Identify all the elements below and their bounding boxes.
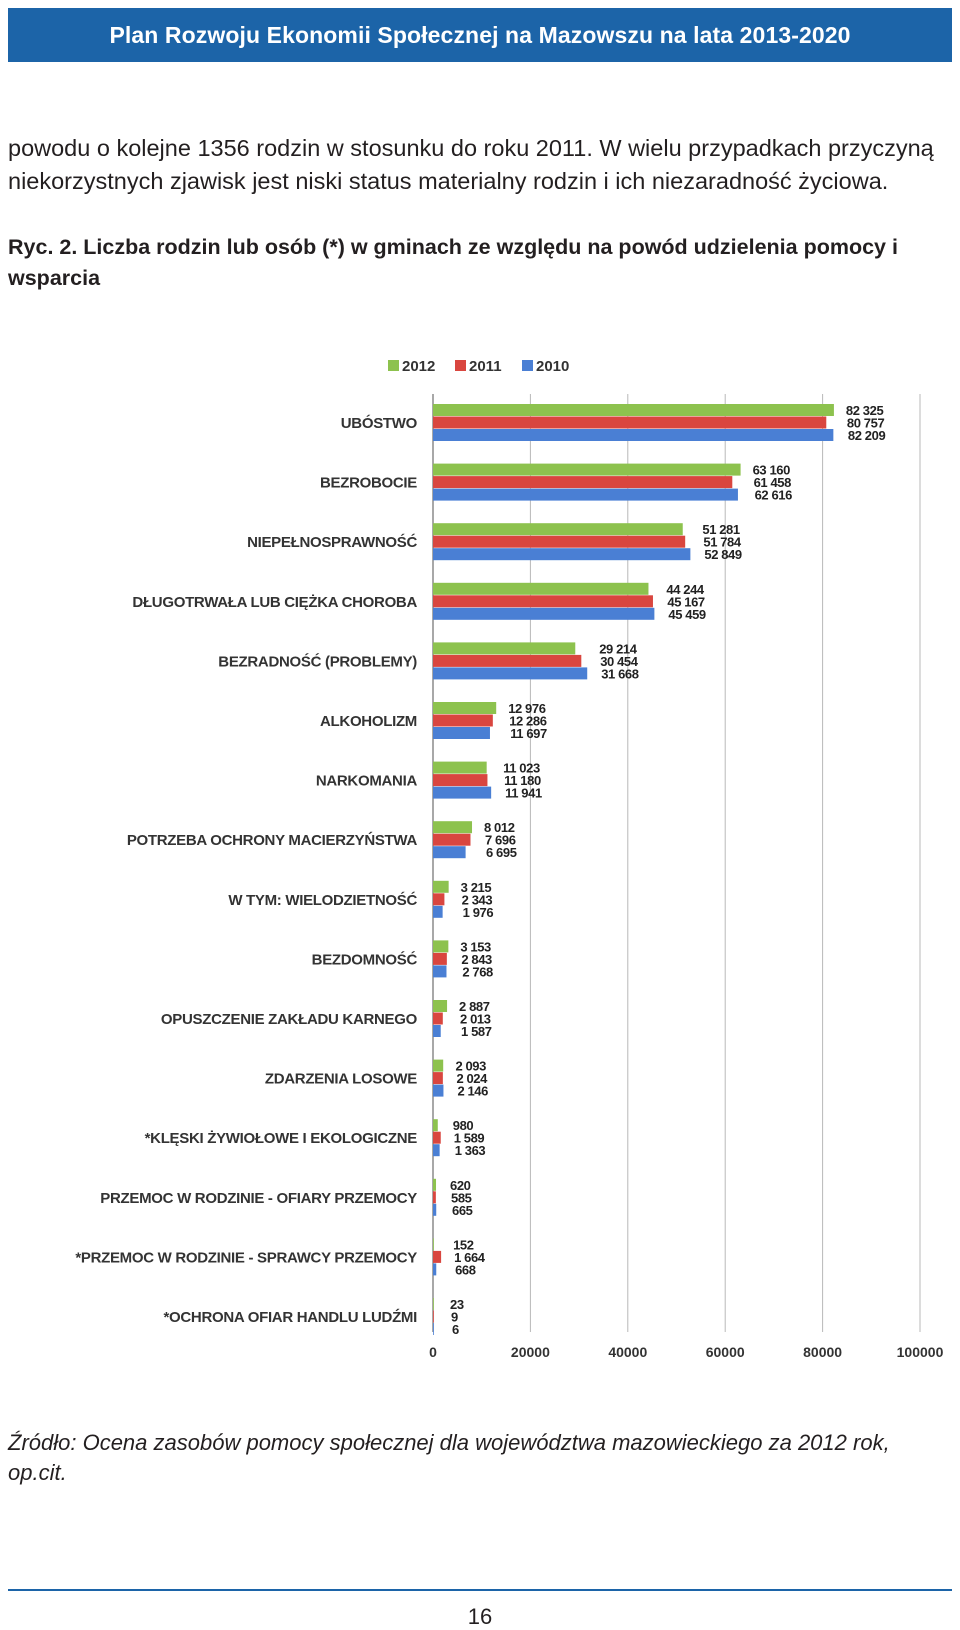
bar [433, 953, 447, 965]
category-label: *PRZEMOC W RODZINIE - SPRAWCY PRZEMOCY [75, 1249, 417, 1267]
data-label: 82 209 [847, 428, 886, 443]
bar [433, 1191, 436, 1203]
bar [433, 642, 575, 654]
x-tick-label: 40000 [608, 1344, 648, 1360]
bar-chart [0, 350, 960, 1410]
bar [433, 429, 833, 441]
category-label: DŁUGOTRWAŁA LUB CIĘŻKA CHOROBA [132, 593, 417, 611]
bar [433, 667, 587, 679]
data-label: 1 589 [453, 1130, 485, 1146]
bar [433, 404, 834, 416]
data-label: 2 024 [456, 1071, 487, 1087]
data-label: 2 146 [457, 1083, 488, 1099]
category-label: NIEPEŁNOSPRAWNOŚĆ [247, 534, 417, 552]
bar [433, 846, 466, 858]
legend-label: 2012 [402, 358, 436, 375]
data-label: 3 153 [460, 939, 491, 955]
category-label: PRZEMOC W RODZINIE - OFIARY PRZEMOCY [100, 1189, 417, 1207]
x-tick-label: 60000 [705, 1344, 745, 1360]
x-tick-label: 80000 [803, 1344, 843, 1360]
data-label: 980 [452, 1118, 474, 1134]
data-label: 29 214 [599, 641, 637, 657]
data-label: 52 849 [704, 547, 742, 563]
category-label: NARKOMANIA [315, 772, 417, 790]
category-label: *KLĘSKI ŻYWIOŁOWE I EKOLOGICZNE [144, 1130, 417, 1148]
bar [433, 1251, 441, 1263]
bar [433, 476, 732, 488]
data-label: 23 [450, 1297, 464, 1312]
bar [433, 583, 648, 595]
data-label: 63 160 [752, 462, 790, 478]
category-label: W TYM: WIELODZIETNOŚĆ [228, 891, 417, 909]
bar [433, 1013, 443, 1025]
data-label: 668 [455, 1262, 476, 1278]
legend-swatch [388, 360, 399, 371]
bar [433, 715, 493, 727]
bar [433, 1179, 436, 1191]
data-label: 12 286 [509, 713, 547, 729]
x-tick-label: 20000 [510, 1344, 550, 1360]
bar [433, 1238, 434, 1250]
bar [433, 1119, 438, 1131]
bar [433, 608, 654, 620]
bar [433, 881, 449, 893]
bar [433, 523, 683, 535]
data-label: 2 343 [461, 892, 493, 908]
header-title: Plan Rozwoju Ekonomii Społecznej na Mazowszu na lata 2013-2020 [109, 21, 851, 48]
body-paragraph: powodu o kolejne 1356 rodzin w stosunku do roku 2011. W wielu przypadkach przyczyną niekorzystnych zjawisk jest niski status materialny rodzin i ich niezaradność życiowa. [8, 135, 934, 194]
data-label: 620 [450, 1177, 471, 1193]
bar [433, 762, 487, 774]
page-header [8, 8, 952, 62]
bar [433, 1323, 434, 1335]
data-label: 30 454 [600, 653, 638, 669]
data-label: 7 696 [485, 832, 516, 848]
bar [433, 702, 496, 714]
category-label: ZDARZENIA LOSOWE [264, 1070, 417, 1088]
data-label: 2 093 [455, 1058, 486, 1074]
bar [433, 1072, 443, 1084]
bar [433, 1311, 434, 1323]
category-label: BEZRADNOŚĆ (PROBLEMY) [218, 653, 417, 671]
data-label: 2 843 [461, 951, 492, 967]
legend-label: 2011 [469, 358, 502, 375]
bar [433, 1263, 436, 1275]
data-label: 11 941 [505, 785, 542, 801]
data-label: 62 616 [754, 487, 792, 503]
data-label: 80 757 [846, 415, 885, 431]
footer-divider [8, 1589, 952, 1591]
bar [433, 893, 444, 905]
x-tick-label: 100000 [896, 1344, 944, 1360]
bar [433, 655, 581, 667]
data-label: 585 [451, 1190, 472, 1206]
bar [433, 595, 653, 607]
data-label: 1 363 [454, 1143, 486, 1159]
category-label: BEZDOMNOŚĆ [311, 951, 417, 969]
bar [433, 1144, 440, 1156]
category-label: OPUSZCZENIE ZAKŁADU KARNEGO [160, 1011, 417, 1028]
bar [433, 774, 487, 786]
legend-label: 2010 [536, 358, 570, 375]
bar [433, 417, 826, 429]
legend-swatch [522, 360, 533, 371]
bar [433, 965, 446, 977]
data-label: 152 [453, 1237, 474, 1253]
data-label: 1 976 [462, 904, 494, 920]
bar [433, 1000, 447, 1012]
data-label: 45 167 [667, 594, 705, 610]
bar [433, 1060, 443, 1072]
data-label: 11 023 [503, 760, 540, 776]
data-label: 665 [452, 1202, 473, 1218]
bar [433, 1025, 441, 1037]
data-label: 3 215 [460, 879, 492, 895]
bar [433, 821, 472, 833]
bar [433, 1132, 441, 1144]
x-tick-label: 0 [429, 1344, 437, 1360]
bar [433, 787, 491, 799]
data-label: 44 244 [666, 581, 704, 597]
data-label: 31 668 [601, 666, 639, 682]
bar [433, 1085, 443, 1097]
data-label: 61 458 [753, 475, 791, 491]
data-label: 1 664 [454, 1249, 485, 1265]
data-label: 51 281 [702, 522, 740, 538]
data-label: 8 012 [484, 820, 515, 836]
bar [433, 906, 443, 918]
data-label: 2 768 [462, 964, 493, 980]
data-label: 45 459 [668, 606, 706, 622]
page-number: 16 [467, 1604, 493, 1629]
category-label: POTRZEBA OCHRONY MACIERZYŃSTWA [126, 832, 417, 850]
data-label: 11 697 [510, 726, 547, 741]
bar [433, 536, 685, 548]
data-label: 2 887 [459, 999, 490, 1014]
category-label: *OCHRONA OFIAR HANDLU LUDŹMI [163, 1309, 417, 1326]
category-label: UBÓSTWO [340, 415, 417, 432]
category-label: BEZROBOCIE [319, 474, 417, 492]
data-label: 82 325 [845, 403, 884, 418]
data-label: 51 784 [703, 534, 741, 550]
data-label: 1 587 [461, 1024, 492, 1039]
bar [433, 727, 490, 739]
bar [433, 464, 741, 476]
bar [433, 1204, 436, 1216]
figure-caption: Ryc. 2. Liczba rodzin lub osób (*) w gminach ze względu na powód udzielenia pomocy i wsparcia [8, 235, 898, 290]
legend-swatch [455, 360, 466, 371]
bar [433, 548, 690, 560]
category-label: ALKOHOLIZM [320, 713, 417, 730]
data-label: 11 180 [504, 773, 541, 789]
data-label: 9 [451, 1309, 458, 1325]
bar [433, 489, 738, 501]
bar [433, 1298, 434, 1310]
data-label: 2 013 [460, 1011, 491, 1027]
data-label: 6 [452, 1322, 459, 1337]
bar [433, 834, 470, 846]
bar [433, 940, 448, 952]
source-note: Źródło: Ocena zasobów pomocy społecznej dla województwa mazowieckiego za 2012 rok, op.cit. [8, 1430, 890, 1485]
data-label: 12 976 [508, 701, 546, 716]
data-label: 6 695 [486, 845, 517, 861]
